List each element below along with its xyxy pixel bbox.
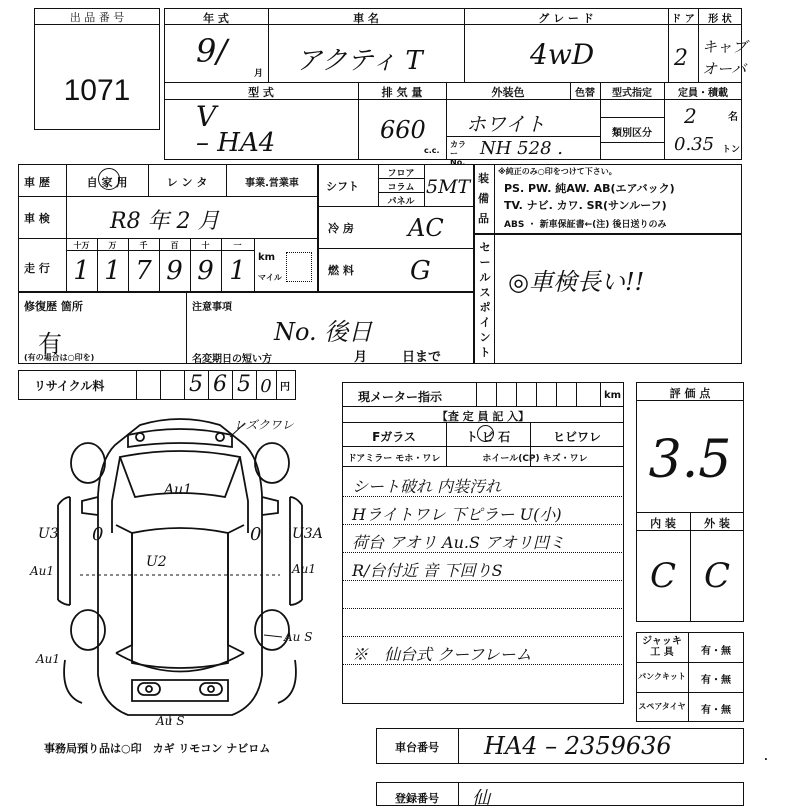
repair-note: (有の場合は○印を) — [24, 353, 95, 362]
diagram-mark: レズクワレ — [234, 418, 294, 432]
score-header: 評 価 点 — [669, 387, 711, 400]
shape-value-2: オーバ — [702, 60, 747, 78]
puncture-kit-value: 有・無 — [701, 675, 731, 686]
fuel-label: 燃 料 — [328, 264, 354, 277]
displacement-value: 660 — [380, 116, 426, 144]
color-header: 外装色 — [491, 86, 525, 99]
color-value: ホワイト — [466, 112, 546, 136]
class-header: 類別区分 — [612, 128, 652, 139]
mileage-digit: 7 — [135, 256, 152, 286]
exterior-header: 外 装 — [704, 517, 730, 530]
interior-score: C — [649, 556, 676, 596]
mileage-digit: 1 — [104, 256, 121, 286]
recycle-digit: 6 — [213, 372, 227, 397]
digit-header-100k: 十万 — [73, 241, 90, 250]
sales-point-label — [478, 240, 492, 360]
diagram-mark: U3 — [38, 526, 59, 542]
diagram-mark: U2 — [146, 554, 167, 570]
diagram-mark: U3A — [292, 526, 323, 542]
sales-point-char: セ — [479, 241, 491, 254]
jack-label: ジャッキ 工 具 — [642, 636, 682, 658]
exterior-score: C — [703, 556, 730, 596]
mile-unit: マイル — [258, 273, 282, 282]
mile-checkbox — [286, 252, 312, 282]
sales-point-char: ス — [479, 286, 491, 299]
lot-number: 1071 — [63, 74, 131, 107]
digit-header-1k: 千 — [139, 241, 148, 250]
registration-label: 登録番号 — [395, 792, 439, 805]
diagram-mark: Au1 — [30, 564, 55, 578]
caution-short: 名変期日の短い方 — [192, 354, 272, 365]
car-name: アクティ T — [296, 46, 423, 76]
caution-label: 注意事項 — [192, 302, 232, 313]
inspector-note: Hライトワレ 下ピラー U(小) — [352, 505, 562, 524]
sales-point-block — [474, 234, 742, 364]
equipment-line-2: TV. ナビ. カワ. SR(サンルーフ) — [504, 199, 667, 212]
rental-option: レ ン タ — [166, 176, 208, 189]
recycle-digit: 5 — [189, 372, 203, 397]
chip-circle — [477, 425, 494, 442]
meter-unit: km — [604, 390, 622, 401]
mileage-digit: 9 — [166, 256, 183, 286]
inspector-note: ※ 仙台式 クーフレーム — [352, 645, 532, 664]
diagram-mark: Au1 — [36, 652, 61, 666]
equipment-label: 品 — [478, 212, 489, 225]
recycle-digit: 0 — [260, 376, 272, 397]
jack-value: 有・無 — [701, 646, 731, 657]
keys-note: 事務局預り品は○印 カギ リモコン ナビロム — [44, 742, 271, 755]
year-value: 9/ — [196, 32, 228, 70]
diagram-mark: Au S — [284, 630, 313, 644]
sales-point-char: ト — [479, 346, 491, 359]
recycle-label: リサイクル料 — [34, 379, 105, 393]
equipment-label: 備 — [478, 192, 489, 205]
year-month-unit: 月 — [254, 69, 264, 79]
interior-header: 内 装 — [650, 517, 676, 530]
sales-point-char: イ — [479, 316, 491, 329]
stray-dot: . — [764, 752, 768, 763]
capacity-unit: 名 — [728, 112, 738, 123]
mileage-digit: 1 — [73, 256, 90, 286]
load-value: 0.35 — [674, 134, 715, 155]
diagram-mark: 0 — [250, 524, 262, 545]
history-options: 自 家 用 — [86, 176, 128, 189]
mileage-label: 走 行 — [24, 262, 50, 275]
caution-text: No. 後日 — [274, 318, 373, 346]
designation-header: 型式指定 — [612, 88, 652, 99]
sales-point-char: ー — [479, 256, 491, 269]
lot-box — [34, 8, 160, 130]
inspector-note: 荷台 アオリ Au.S アオリ凹ミ — [352, 533, 565, 552]
history-circle — [98, 168, 120, 190]
spare-tire-value: 有・無 — [701, 705, 731, 716]
sales-point-char: ン — [479, 331, 491, 344]
caution-month: 月 — [354, 350, 368, 365]
business-option: 事業.営業車 — [245, 178, 299, 189]
model-type-2: – HA4 — [196, 128, 276, 158]
registration-value: 仙 — [472, 788, 490, 809]
diagram-mark: Au S — [156, 714, 185, 728]
recycle-unit: 円 — [280, 382, 290, 393]
equipment-label: 装 — [478, 172, 489, 185]
load-unit: トン — [722, 145, 741, 155]
chip-label: ト ビ 石 — [465, 430, 511, 444]
grade-value: 4wD — [530, 38, 595, 71]
crack-label: ヒビワレ — [552, 430, 601, 444]
repair-value: 有 — [38, 330, 62, 358]
displacement-header: 排 気 量 — [381, 86, 423, 99]
shape-header: 形 状 — [708, 14, 732, 25]
score-value: 3.5 — [648, 430, 732, 490]
capacity-header: 定員・積載 — [678, 88, 728, 99]
shift-column: コラム — [387, 183, 415, 193]
ac-value: AC — [408, 214, 444, 242]
sales-point-text: ◎車検長い!! — [508, 268, 645, 296]
lot-header: 出 品 番 号 — [69, 11, 125, 24]
diagram-mark: Au1 — [164, 482, 193, 498]
sales-point-char: ポ — [479, 301, 491, 314]
shift-panel: パネル — [387, 197, 415, 207]
diagram-mark: Au1 — [292, 562, 317, 576]
puncture-kit-label: パンクキット — [638, 672, 686, 681]
door-header: ド ア — [671, 14, 695, 25]
model-type-1: V — [196, 100, 217, 133]
capacity-value: 2 — [684, 104, 697, 128]
displacement-unit: c.c. — [424, 146, 440, 155]
km-unit: km — [258, 252, 276, 263]
spare-tire-label: スペアタイヤ — [638, 702, 686, 711]
shape-value-1: キャブ — [702, 38, 748, 56]
color-no-label: カラー No. — [450, 140, 466, 167]
type-header: 型 式 — [248, 86, 274, 99]
digit-header-1: 一 — [233, 241, 242, 250]
digit-header-100: 百 — [170, 241, 179, 250]
inspection-value: R8 年 2 月 — [110, 209, 220, 234]
grade-header: グ レ ー ド — [538, 12, 594, 25]
mileage-digit: 9 — [197, 256, 214, 286]
inspector-note: R/台付近 音 下回りS — [352, 561, 503, 580]
repair-label: 修復歴 箇所 — [24, 300, 83, 313]
chassis-value: HA4 – 2359636 — [484, 732, 672, 760]
mileage-digit: 1 — [229, 256, 246, 286]
color-no-value: NH 528 . — [480, 138, 563, 159]
caution-day: 日まで — [402, 350, 442, 365]
history-label: 車 歴 — [24, 176, 50, 189]
digit-header-10: 十 — [201, 241, 210, 250]
color-swap-header: 色替 — [575, 88, 595, 99]
wheel-label: ホイール(CP) キズ・ワレ — [482, 454, 588, 464]
inspection-label: 車 検 — [24, 212, 50, 225]
inspector-note: シート破れ 内装汚れ — [352, 477, 502, 496]
sales-point-char: ル — [479, 271, 491, 284]
equipment-note: ※純正のみ○印をつけて下さい。 — [498, 167, 617, 176]
mirror-label: ドアミラー モホ・ワレ — [347, 454, 441, 464]
shift-value: 5MT — [426, 176, 471, 198]
door-value: 2 — [674, 46, 688, 71]
name-header: 車 名 — [353, 12, 379, 25]
equipment-line-1: PS. PW. 純AW. AB(エアバック) — [504, 182, 675, 195]
diagram-mark: 0 — [92, 524, 104, 545]
recycle-digit: 5 — [237, 372, 251, 397]
shift-label: シフト — [326, 180, 359, 193]
meter-label: 現メーター指示 — [358, 390, 443, 404]
equipment-line-3: ABS ・ 新車保証書←(注) 後日送りのみ — [504, 220, 667, 230]
fglass-label: Fガラス — [372, 430, 416, 444]
chassis-label: 車台番号 — [395, 741, 439, 754]
inspector-header: 【査 定 員 記 入】 — [436, 410, 530, 423]
ac-label: 冷 房 — [328, 222, 354, 235]
fuel-value: G — [410, 256, 431, 286]
year-header: 年 式 — [203, 12, 229, 25]
shift-floor: フロア — [387, 169, 415, 179]
digit-header-10k: 万 — [108, 241, 117, 250]
